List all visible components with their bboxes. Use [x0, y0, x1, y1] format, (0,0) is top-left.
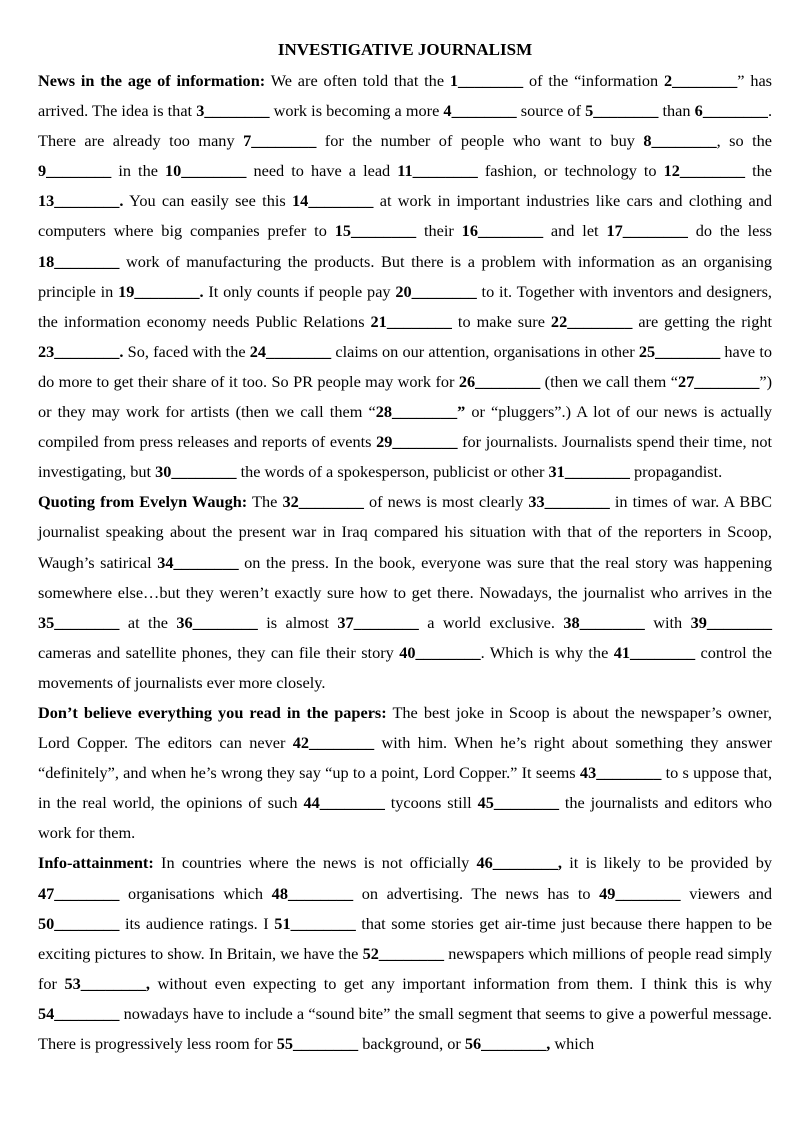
blank-number: 33________ — [528, 492, 610, 512]
paragraph-heading: Quoting from Evelyn Waugh: — [38, 492, 248, 512]
paragraph-text: The 32________ of news is most clearly 33________ in times of war. A BBC journalist speaking about the present war in Iraq compared his situation with that of the reporters in Scoop, Waugh’s satirical 34________ on the press. In the book, everyone was sure that the real story was happening somewhere else…but they weren’t exactly sure how to get there. Nowadays, the journalist who arrives in the 35________ at the 36________ is almost 37________ a world exclusive. 38________ with 39________ cameras and satellite phones, they can file their story 40________. Which is why the 41________ control the movements of journalists ever more closely. — [38, 492, 772, 692]
blank-number: 37________ — [337, 612, 419, 632]
paragraph-heading: Info-attainment: — [38, 853, 154, 873]
blank-number: 27________ — [677, 371, 760, 391]
blank-number: 32________ — [282, 492, 364, 512]
paragraph-evelyn-waugh — [38, 487, 772, 698]
paragraph-information-age — [38, 66, 772, 487]
page-title: INVESTIGATIVE JOURNALISM — [277, 40, 533, 59]
blank-number: 30________ — [155, 462, 237, 482]
paragraph-text: In countries where the news is not officially 46________, it is likely to be provided by 47________ organisations which 48________ on advertising. The news has to 49________ viewers and 50________ its audience ratings. I 51________ that some stories get air-time just because there happen to be exciting pictures to show. In Britain, we have the 52________ newspapers which millions of people read simply for 53________, without even expecting to get any important information from them. I think this is why 54________ nowadays have to include a “sound bite” the small segment that seems to give a powerful message. There is progressively less room for 55________ background, or 56________, which — [38, 853, 772, 1053]
blank-number: 38________ — [563, 612, 645, 632]
blank-number: 12________ — [663, 161, 746, 181]
blank-number: 52________ — [362, 943, 444, 963]
blank-number: 53________, — [64, 973, 150, 993]
paragraph-heading: Don’t believe everything you read in the papers: — [38, 702, 387, 722]
blank-number: 45________ — [477, 793, 559, 813]
paragraph-info-attainment — [38, 848, 772, 1059]
blank-number: 7________ — [243, 131, 317, 151]
blank-number: 29________ — [376, 432, 458, 452]
blank-number: 51________ — [274, 913, 356, 933]
blank-number: 50________ — [38, 913, 120, 933]
blank-number: 46________, — [476, 853, 562, 873]
blank-number: 41________ — [613, 642, 696, 662]
blank-number: 19________. — [118, 281, 204, 301]
blank-number: 44________ — [303, 793, 385, 813]
blank-number: 25________ — [638, 341, 721, 361]
blank-number: 21________ — [370, 311, 452, 331]
blank-number: 42________ — [292, 733, 375, 753]
blank-number: 22________ — [550, 311, 633, 331]
blank-number: 24________ — [249, 341, 332, 361]
paragraph-heading: News in the age of information: — [38, 71, 266, 90]
paragraph-dont-believe — [38, 698, 772, 848]
blank-number: 6________ — [694, 101, 768, 121]
blank-number: 2________ — [664, 71, 738, 90]
blank-number: 1________ — [449, 71, 524, 90]
blank-number: 4________ — [443, 101, 517, 121]
blank-number: 31________ — [548, 462, 630, 482]
blank-number: 26________ — [458, 371, 541, 391]
blank-number: 5________ — [585, 101, 659, 121]
paragraph-text: The best joke in Scoop is about the newspaper’s owner, Lord Copper. The editors can never 42________ with him. When he’s right about something they answer “definitely”, and when he’s wrong they say “up to a point, Lord Copper.” It seems 43________ to s uppose that, in the real world, the opinions of such 44________ tycoons still 45________ the journalists and editors who work for them. — [38, 702, 773, 843]
blank-number: 17________ — [606, 221, 688, 241]
blank-number: 10________ — [165, 161, 247, 181]
blank-number: 48________ — [271, 883, 354, 903]
blank-number: 13________. — [38, 191, 124, 211]
blank-number: 54________ — [38, 1003, 120, 1023]
blank-number: 35________ — [38, 612, 120, 632]
paragraph-text: We are often told that the 1________ of the “information 2________” has arrived. The idea is that 3________ work is becoming a more 4________ source of 5________ than 6________. There are already too many 7________ for the number of people who want to buy 8________, so the 9________ in the 10________ need to have a lead 11________ fashion, or technology to 12________ the 13________. You can easily see this 14________ at work in important industries like cars and clothing and computers where big companies prefer to 15________ their 16________ and let 17________ do the less 18________ work of manufacturing the products. But there is a problem with information as an organising principle in 19________. It only counts if people pay 20________ to it. Together with inventors and designers, the information economy needs Public Relations 21________ to make sure 22________ are getting the right 23________. So, faced with the 24________ claims on our attention, organisations in other 25________ have to do more to get their share of it too. So PR people may work for 26________ (then we call them “27________”) or they may work for artists (then we call them “28________” or “pluggers”.) A lot of our news is actually compiled from press releases and reports of events 29________ for journalists. Journalists spend their time, not investigating, but 30________ the words of a spokesperson, publicist or other 31________ propagandist. — [38, 71, 773, 482]
blank-number: 43________ — [579, 763, 662, 783]
blank-number: 15________ — [334, 221, 417, 241]
blank-number: 47________ — [38, 883, 120, 903]
blank-number: 11________ — [397, 161, 478, 181]
blank-number: 9________ — [38, 161, 112, 181]
blank-number: 34________ — [157, 552, 239, 572]
blank-number: 36________ — [176, 612, 258, 632]
blank-number: 56________, — [464, 1034, 551, 1053]
blank-number: 16________ — [461, 221, 544, 241]
blank-number: 49________ — [599, 883, 681, 903]
blank-number: 55________ — [276, 1034, 359, 1053]
blank-number: 28________” — [375, 402, 466, 422]
blank-number: 39________ — [690, 612, 772, 632]
blank-number: 20________ — [395, 281, 477, 301]
blank-number: 14________ — [292, 191, 374, 211]
blank-number: 8________ — [643, 131, 717, 151]
blank-number: 23________. — [38, 341, 124, 361]
blank-number: 18________ — [38, 251, 120, 271]
blank-number: 40________ — [399, 642, 481, 662]
blank-number: 3________ — [196, 101, 270, 121]
